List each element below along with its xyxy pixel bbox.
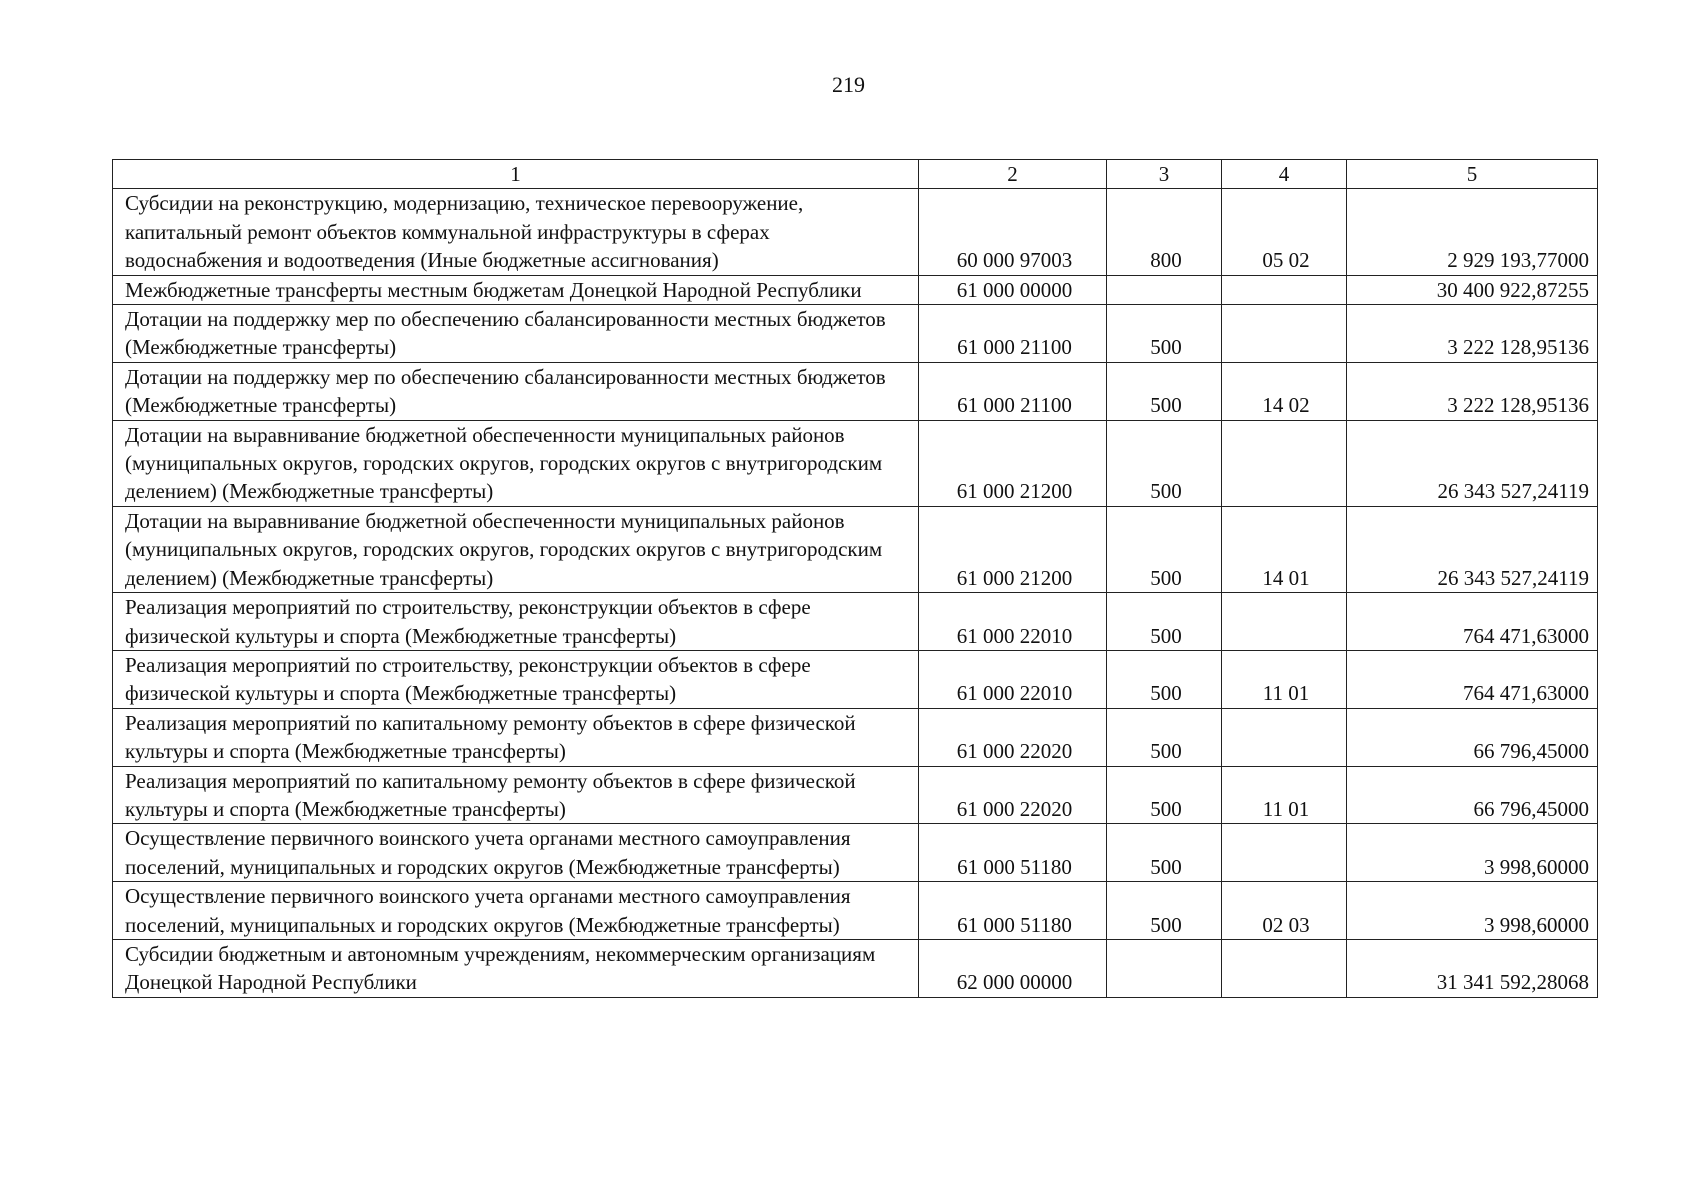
cell-name: Осуществление первичного воинского учета органами местного самоуправления поселений, муниципальных и городских округов (Межбюджетные трансферты) [113, 882, 919, 940]
cell-amount: 26 343 527,24119 [1347, 506, 1598, 592]
cell-amount: 3 222 128,95136 [1347, 362, 1598, 420]
table-row [113, 593, 1598, 651]
table-row [113, 766, 1598, 824]
table-row [113, 882, 1598, 940]
table-row [113, 275, 1598, 304]
cell-section-subsection: 14 02 [1222, 362, 1347, 420]
header-col-1: 1 [113, 160, 919, 189]
header-col-2: 2 [919, 160, 1107, 189]
cell-name: Реализация мероприятий по строительству, реконструкции объектов в сфере физической культуры и спорта (Межбюджетные трансферты) [113, 593, 919, 651]
cell-amount: 3 222 128,95136 [1347, 305, 1598, 363]
cell-expense-type: 500 [1107, 305, 1222, 363]
cell-section-subsection [1222, 275, 1347, 304]
cell-expense-type: 500 [1107, 882, 1222, 940]
table-row [113, 420, 1598, 506]
cell-section-subsection [1222, 939, 1347, 997]
cell-amount: 30 400 922,87255 [1347, 275, 1598, 304]
cell-target-code: 61 000 22010 [919, 593, 1107, 651]
table-row [113, 305, 1598, 363]
cell-section-subsection [1222, 824, 1347, 882]
cell-target-code: 61 000 21100 [919, 362, 1107, 420]
cell-expense-type: 500 [1107, 824, 1222, 882]
cell-expense-type: 500 [1107, 362, 1222, 420]
cell-expense-type: 500 [1107, 650, 1222, 708]
cell-amount: 764 471,63000 [1347, 650, 1598, 708]
cell-amount: 66 796,45000 [1347, 766, 1598, 824]
cell-target-code: 61 000 51180 [919, 882, 1107, 940]
table-row [113, 189, 1598, 275]
table-row [113, 362, 1598, 420]
cell-name: Субсидии бюджетным и автономным учреждениям, некоммерческим организациям Донецкой Народной Республики [113, 939, 919, 997]
cell-section-subsection [1222, 420, 1347, 506]
cell-expense-type [1107, 275, 1222, 304]
page-number: 219 [832, 72, 865, 97]
cell-name: Реализация мероприятий по строительству, реконструкции объектов в сфере физической культуры и спорта (Межбюджетные трансферты) [113, 650, 919, 708]
cell-target-code: 61 000 51180 [919, 824, 1107, 882]
table-row [113, 939, 1598, 997]
table-row [113, 824, 1598, 882]
cell-target-code: 61 000 22020 [919, 708, 1107, 766]
cell-expense-type: 500 [1107, 420, 1222, 506]
cell-amount: 66 796,45000 [1347, 708, 1598, 766]
cell-target-code: 61 000 21200 [919, 420, 1107, 506]
header-col-5: 5 [1347, 160, 1598, 189]
cell-amount: 2 929 193,77000 [1347, 189, 1598, 275]
table-header-row [113, 160, 1598, 189]
cell-expense-type: 500 [1107, 766, 1222, 824]
cell-section-subsection [1222, 593, 1347, 651]
cell-name: Осуществление первичного воинского учета органами местного самоуправления поселений, муниципальных и городских округов (Межбюджетные трансферты) [113, 824, 919, 882]
cell-amount: 31 341 592,28068 [1347, 939, 1598, 997]
cell-expense-type [1107, 939, 1222, 997]
table-row [113, 708, 1598, 766]
cell-expense-type: 500 [1107, 506, 1222, 592]
cell-target-code: 61 000 22020 [919, 766, 1107, 824]
cell-target-code: 61 000 21100 [919, 305, 1107, 363]
cell-section-subsection: 14 01 [1222, 506, 1347, 592]
cell-target-code: 60 000 97003 [919, 189, 1107, 275]
cell-section-subsection: 05 02 [1222, 189, 1347, 275]
cell-amount: 26 343 527,24119 [1347, 420, 1598, 506]
table-body [113, 189, 1598, 997]
cell-name: Дотации на поддержку мер по обеспечению сбалансированности местных бюджетов (Межбюджетные трансферты) [113, 305, 919, 363]
cell-amount: 764 471,63000 [1347, 593, 1598, 651]
cell-name: Межбюджетные трансферты местным бюджетам Донецкой Народной Республики [113, 275, 919, 304]
cell-section-subsection: 11 01 [1222, 650, 1347, 708]
cell-section-subsection [1222, 305, 1347, 363]
cell-name: Дотации на поддержку мер по обеспечению сбалансированности местных бюджетов (Межбюджетные трансферты) [113, 362, 919, 420]
cell-section-subsection [1222, 708, 1347, 766]
cell-expense-type: 800 [1107, 189, 1222, 275]
cell-name: Реализация мероприятий по капитальному ремонту объектов в сфере физической культуры и спорта (Межбюджетные трансферты) [113, 766, 919, 824]
budget-table [112, 159, 1598, 998]
table-row [113, 650, 1598, 708]
cell-name: Дотации на выравнивание бюджетной обеспеченности муниципальных районов (муниципальных округов, городских округов, городских округов с внутригородским делением) (Межбюджетные трансферты) [113, 420, 919, 506]
cell-amount: 3 998,60000 [1347, 882, 1598, 940]
cell-target-code: 61 000 00000 [919, 275, 1107, 304]
cell-expense-type: 500 [1107, 593, 1222, 651]
cell-expense-type: 500 [1107, 708, 1222, 766]
cell-target-code: 62 000 00000 [919, 939, 1107, 997]
cell-target-code: 61 000 21200 [919, 506, 1107, 592]
cell-section-subsection: 11 01 [1222, 766, 1347, 824]
cell-target-code: 61 000 22010 [919, 650, 1107, 708]
cell-amount: 3 998,60000 [1347, 824, 1598, 882]
cell-name: Субсидии на реконструкцию, модернизацию, техническое перевооружение, капитальный ремонт объектов коммунальной инфраструктуры в сферах водоснабжения и водоотведения (Иные бюджетные ассигнования) [113, 189, 919, 275]
header-col-3: 3 [1107, 160, 1222, 189]
header-col-4: 4 [1222, 160, 1347, 189]
table-row [113, 506, 1598, 592]
cell-name: Реализация мероприятий по капитальному ремонту объектов в сфере физической культуры и спорта (Межбюджетные трансферты) [113, 708, 919, 766]
cell-section-subsection: 02 03 [1222, 882, 1347, 940]
cell-name: Дотации на выравнивание бюджетной обеспеченности муниципальных районов (муниципальных округов, городских округов, городских округов с внутригородским делением) (Межбюджетные трансферты) [113, 506, 919, 592]
